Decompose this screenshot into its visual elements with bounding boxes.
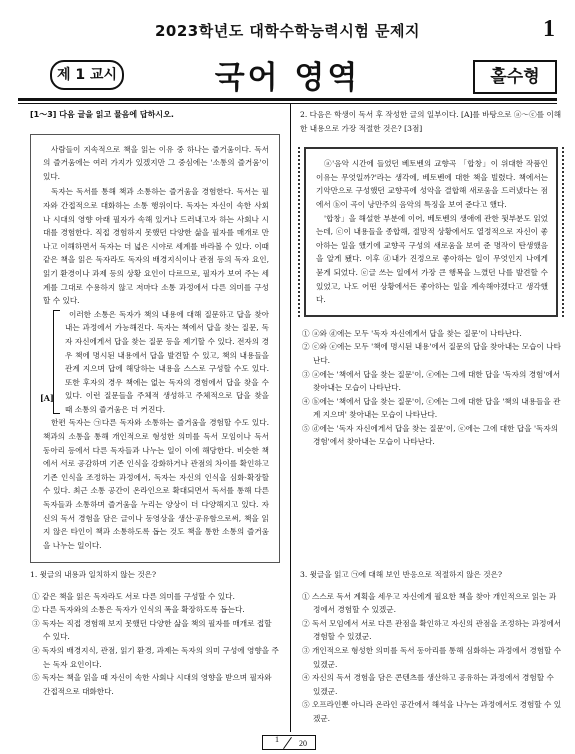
footer-total: 20 bbox=[299, 739, 307, 748]
option[interactable]: ⑤ 오프라인뿐 아니라 온라인 공간에서 해석을 나누는 과정에서도 경험할 수 있겠군. bbox=[302, 700, 562, 723]
question-1-options bbox=[32, 590, 280, 699]
option[interactable]: ② ⓒ와 ⓔ에는 모두 '책에 명시된 내용'에서 질문의 답을 찾아내는 모습이 나타난다. bbox=[302, 342, 561, 365]
question-3 bbox=[300, 568, 562, 726]
question-1 bbox=[30, 568, 280, 698]
column-divider bbox=[290, 104, 291, 732]
option[interactable]: ③ 개인적으로 형성한 의미를 독서 동아리를 통해 심화하는 과정에서 경험할 수 있겠군. bbox=[302, 645, 562, 669]
question-2-stem: 2. 다음은 학생이 독서 후 작성한 글의 일부이다. [A]를 바탕으로 ⓐ～ⓒ를 이해한 내용으로 가장 적절한 것은? [3점] bbox=[300, 110, 562, 133]
passage-paragraph-2: 독자는 독서를 통해 책과 소통하는 즐거움을 경험한다. 독서는 필자와 간접적으로 대화하는 소통 행위이다. 독자는 자신이 속한 사회나 시대의 영향 아래 필자가 속해 있거나 드러내고자 하는 사회나 시대를 경험한다. 직접 경험하지 못했던 다양한 삶을 필자를 매개로 만나고 이해하면서 독자는 더 넓은 시야로 세계를 바라볼 수 있다. 이때 같은 책을 읽은 독자라도 독자의 배경지식이나 관점 등의 독자 요인, 읽기 환경이나 과제 등의 상황 요인이 다르므로, 필자가 보여 주는 세계를 그대로 수용하지 않고 저마다 소통 과정에서 다른 의미를 구성할 수 있다. bbox=[43, 187, 269, 306]
option[interactable]: ① 같은 책을 읽은 독자라도 서로 다른 의미를 구성할 수 있다. bbox=[32, 591, 235, 601]
question-2-options bbox=[302, 327, 562, 449]
passage-paragraph-3: 한편 독자는 ㉠다른 독자와 소통하는 즐거움을 경험할 수도 있다. 책과의 소통을 통해 개인적으로 형성한 의미를 독서 모임이나 독서 동아리 등에서 다른 독자들과 나누는 일이 이에 해당한다. 비슷한 책에서 서로 공감하며 기존 인식을 강화하거나 관점의 차이를 확인하고 기존 인식을 조정하는 과정에서, 독자는 자신의 인식을 심화·확장할 수 있다. 최근 소통 공간이 온라인으로 확대되면서 독서를 통해 다른 독자들과 소통하며 즐거움을 누리는 양상이 더 다양해지고 있다. 자신의 독서 경험을 담은 글이나 동영상을 생산·공유함으로써, 책을 읽지 않은 타인이 책과 소통하도록 돕는 것도 책을 통한 소통의 즐거움을 나누는 일이다. bbox=[43, 418, 269, 550]
box-paragraph-2: '합창」을 해설한 부분에 이어, 베토벤의 생애에 관한 뒷부분도 읽었는데, ⓒ이 내용들을 종합해, 절망적 상황에서도 열정적으로 자신이 좋아하는 일을 했기에 교향곡 구성의 새로움을 보여 준 명작이 탄생했음을 알게 됐다. 이후 ⓓ내가 진정으로 좋아하는 일이 무엇인지 나에게 묻게 되었다. ⓔ글 쓰는 일에서 가장 큰 행복을 느꼈던 나를 발견할 수 있었고, 나도 어떤 상황에서든 좋아하는 일을 계속해야겠다고 생각했다. bbox=[316, 213, 548, 305]
header-rule-thin bbox=[18, 103, 557, 104]
a-bracket bbox=[53, 310, 60, 415]
option[interactable]: ⑤ ⓓ에는 '독자 자신에게서 답을 찾는 질문'이, ⓔ에는 그에 대한 답을 '독자의 경험'에서 찾아내는 모습이 나타난다. bbox=[302, 423, 559, 447]
instruction: [1～3] 다음 글을 읽고 물음에 답하시오. bbox=[30, 110, 174, 119]
question-3-stem: 3. 윗글을 읽고 ㉠에 대해 보인 반응으로 적절하지 않은 것은? bbox=[300, 570, 503, 579]
left-column bbox=[30, 108, 280, 696]
question-3-options bbox=[302, 590, 562, 726]
passage-section-a bbox=[40, 308, 269, 417]
option[interactable]: ① 스스로 독서 계획을 세우고 자신에게 필요한 책을 찾아 개인적으로 읽는 과정에서 경험할 수 있겠군. bbox=[302, 591, 557, 615]
option[interactable]: ③ ⓐ에는 '책에서 답을 찾는 질문'이, ⓔ에는 그에 대한 답을 '독자의 경험'에서 찾아내는 모습이 나타난다. bbox=[302, 369, 561, 393]
option[interactable]: ② 다른 독자와의 소통은 독자가 인식의 폭을 확장하도록 돕는다. bbox=[32, 605, 245, 615]
header-rule-thick bbox=[18, 98, 557, 101]
footer-page: 1 bbox=[275, 735, 279, 744]
question-1-stem: 1. 윗글의 내용과 일치하지 않는 것은? bbox=[30, 570, 157, 579]
passage-paragraph-1: 사람들이 지속적으로 책을 읽는 이유 중 하나는 즐거움이다. 독서의 즐거움에는 여러 가지가 있겠지만 그 중심에는 '소통의 즐거움'이 있다. bbox=[43, 144, 269, 181]
option[interactable]: ③ 독자는 직접 경험해 보지 못했던 다양한 삶을 책의 필자를 매개로 접할 수 있다. bbox=[32, 618, 272, 642]
footer-slash bbox=[283, 737, 292, 749]
option[interactable]: ④ ⓑ에는 '책에서 답을 찾는 질문'이, ⓒ에는 그에 대한 답을 '책의 내용들을 관계 지으며' 찾아내는 모습이 나타난다. bbox=[302, 396, 561, 420]
reading-passage bbox=[30, 134, 280, 564]
student-writing-box bbox=[304, 147, 558, 317]
exam-title: 2023학년도 대학수학능력시험 문제지 bbox=[154, 22, 421, 40]
right-column bbox=[300, 108, 562, 723]
passage-a-text: 이러한 소통은 독자가 책의 내용에 대해 질문하고 답을 찾아내는 과정에서 가능해진다. 독자는 책에서 답을 찾는 질문, 독자 자신에게서 답을 찾는 질문 등을 제기할 수 있다. 전자의 경우 책에 명시된 내용에서 답을 발견할 수 있고, 책의 내용들을 관계 지으며 답에 해당하는 내용을 스스로 구성할 수도 있다. 또한 후자의 경우 책에는 없는 독자의 경험에서 답을 찾을 수 있다. 이런 질문들을 주체적 생성하고 주체적으로 답을 찾을 때 소통의 즐거움은 더 커진다. bbox=[65, 309, 269, 414]
type-badge: 홀수형 bbox=[473, 60, 557, 94]
option[interactable]: ① ⓐ와 ⓓ에는 모두 '독자 자신에게서 답을 찾는 질문'이 나타난다. bbox=[302, 328, 522, 338]
page-counter bbox=[262, 735, 316, 750]
box-paragraph-1: ⓐ'음악 시간에 들었던 베토벤의 교향곡 「합창」이 위대한 작품인 이유는 무엇일까?'라는 생각에, 베토벤에 대한 책을 빌렸다. 책에서는 기악만으로 구성했던 교향곡에 성악을 결합해 새로움을 드러냈다는 점에서 ⓑ이 곡이 낭만주의 음악의 특징을 보여 준다고 했다. bbox=[316, 159, 548, 209]
subject-title: 국어 영역 bbox=[214, 60, 361, 96]
a-label: [A] bbox=[40, 392, 54, 403]
option[interactable]: ④ 자신의 독서 경험을 담은 콘텐츠를 생산하고 공유하는 과정에서 경험할 수 있겠군. bbox=[302, 673, 554, 696]
option[interactable]: ② 독서 모임에서 서로 다른 관점을 확인하고 자신의 관점을 조정하는 과정에서 경험할 수 있겠군. bbox=[302, 618, 562, 642]
option[interactable]: ⑤ 독자는 책을 읽을 때 자신이 속한 사회나 시대의 영향을 받으며 필자와 간접적으로 대화한다. bbox=[32, 673, 272, 696]
option[interactable]: ④ 독자의 배경지식, 관점, 읽기 환경, 과제는 독자의 의미 구성에 영향을 주는 독자 요인이다. bbox=[32, 645, 279, 669]
page-number: 1 bbox=[543, 16, 555, 42]
session-badge: 제 1 교시 bbox=[50, 60, 124, 90]
